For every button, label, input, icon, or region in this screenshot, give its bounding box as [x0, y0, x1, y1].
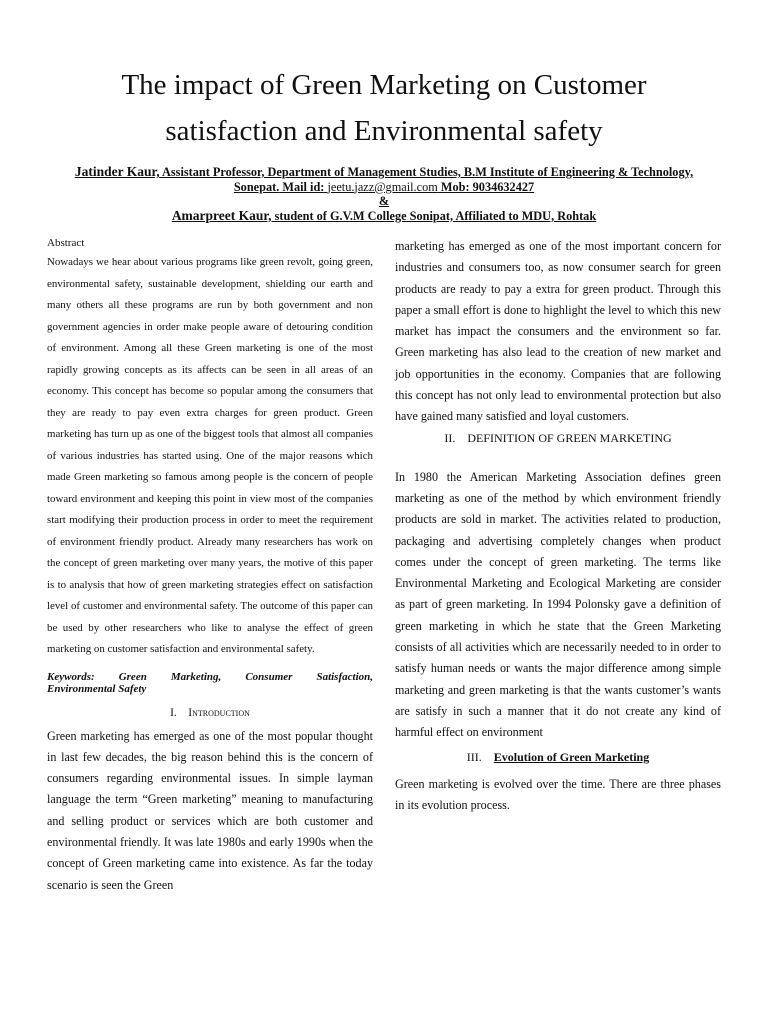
author-1-affiliation: Assistant Professor, Department of Management Studies, B.M Institute of Engineering & Technology, [159, 165, 694, 179]
abstract-heading: Abstract [47, 237, 85, 249]
paper-title [40, 62, 728, 154]
author-1-mobile: Mob: 9034632427 [437, 179, 535, 194]
title-line-1: The impact of Green Marketing on Customer [121, 69, 647, 101]
right-column [395, 236, 721, 816]
section-3-title: Evolution of Green Marketing [493, 749, 650, 764]
author-1-mail[interactable]: jeetu.jazz@gmail.com [324, 179, 438, 194]
section-2-body: In 1980 the American Marketing Association defines green marketing as one of the method by which environment friendly products are sold in market. The activities related to production, packaging and advertising completely changes when product comes under the concept of green marketing. The terms like Environmental Marketing and Ecological Marketing are consider as part of green marketing. In 1994 Polonsky gave a definition of green marketing in which he state that the Green Marketing consists of all activities which are necessarily needed to in order to satisfy human needs or wants the major difference among simple marketing and green marketing is that the wants customer’s wants are satisfy in such a manner that it do not create any kind of harmful effect on environment [395, 469, 721, 740]
author-ampersand: & [378, 194, 390, 208]
author-1-location: Sonepat. [233, 179, 280, 194]
section-2-heading [395, 429, 721, 447]
author-2-affiliation: student of G.V.M College Sonipat, Affiliated to MDU, Rohtak [271, 208, 597, 223]
title-line-2: satisfaction and Environmental safety [165, 115, 603, 147]
left-column [47, 236, 373, 896]
section-1-body: Green marketing has emerged as one of the most popular thought in last few decades, the big reason behind this is the concern of consumers regarding environmental issues. In simple layman language the term “Green marketing” meaning to manufacturing and selling product or services which are both customer and environmental friendly. It was late 1980s and early 1990s when the concept of Green marketing came into existence. As far the today scenario is seen the Green [47, 728, 373, 892]
spacer [395, 455, 721, 467]
section-1-title: Introduction [188, 706, 250, 719]
keywords-line-1: Keywords: Green Marketing, Consumer Satisfaction, [47, 670, 373, 683]
section-3-body: Green marketing is evolved over the time. There are three phases in its evolution process. [395, 776, 721, 812]
author-1-line-2 [30, 180, 738, 195]
section-2-number: II. [444, 430, 456, 445]
abstract-body: Nowadays we hear about various programs like green revolt, going green, environmental safety, sustainable development, shielding our earth and many others all these programs are run by both government and non government agencies in order make people aware of detouring condition of environment. Among all these Green marketing is one of the most rapidly growing concepts as its affects can be seen in all areas of an economy. This concept has become so popular among the consumers that they are ready to pay even extra charges for green product. Green marketing has turn up as one of the biggest tools that almost all companies of various industries has started using. One of the major reasons which made Green marketing so famous among people is the concern of people toward environment and keeping this point in view most of the companies start modifying their production process in order to meet the requirement of environment friendly product. Already many researchers has work on the concept of green marketing over many years, the motive of this paper is to analysis that how of green marketing strategies effect on satisfaction level of customer and environmental safety. The outcome of this paper can be used by other researchers who like to analyse the effect of green marketing on customer satisfaction and environmental safety. [47, 256, 373, 655]
section-3-heading [395, 748, 721, 766]
author-1-name: Jatinder Kaur, [74, 164, 160, 179]
section-3-number: III. [466, 749, 482, 764]
author-block [30, 165, 738, 223]
author-1-line-1 [30, 165, 738, 180]
intro-continued: marketing has emerged as one of the most important concern for industries and consumers too, as now consumer search for green products are ready to pay a extra for green product. Through this paper a small effort is done to highlight the level to which this new market has impact the consumers and the environment so far. Green marketing has also lead to the creation of new market and job opportunities in the economy. Companies that are following this concept has not only lead to environmental protection but also have gained many satisfied and loyal customers. [395, 239, 721, 424]
section-2-title: DEFINITION OF GREEN MARKETING [467, 430, 672, 445]
author-1-mail-label: Mail id: [279, 179, 325, 194]
section-1-number: I. [170, 706, 177, 719]
section-1-heading [47, 706, 373, 720]
author-2-line [30, 209, 738, 224]
keywords-line-2: Environmental Safety [47, 683, 147, 695]
author-2-name: Amarpreet Kaur, [171, 207, 272, 223]
